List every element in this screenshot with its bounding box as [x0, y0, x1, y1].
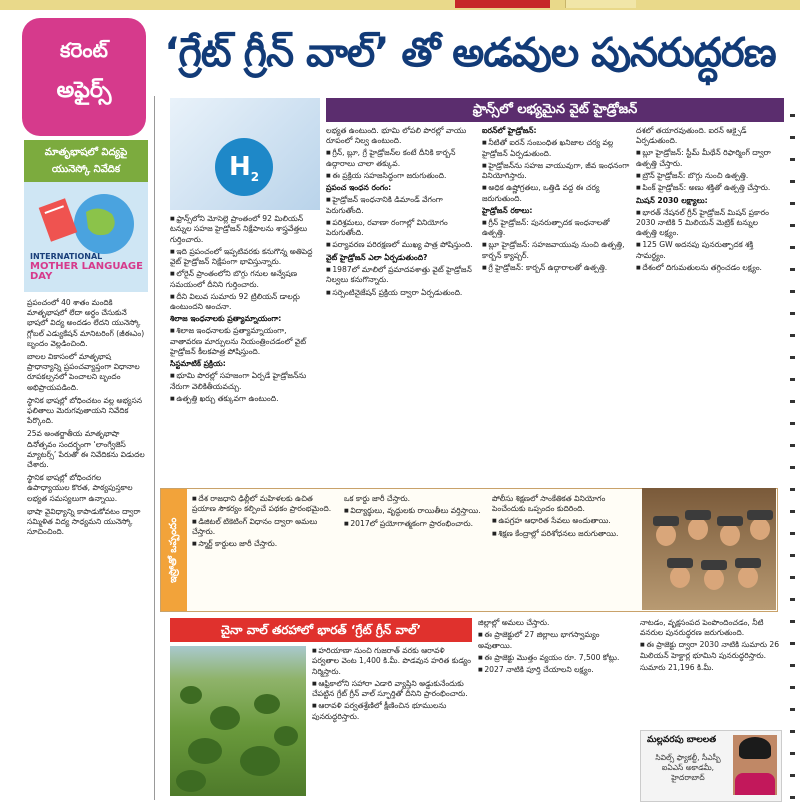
author-photo — [733, 735, 777, 795]
top-strip — [0, 0, 800, 10]
image-caption: INTERNATIONAL MOTHER LANGUAGE DAY — [30, 252, 143, 282]
hydrogen-column-2: లభ్యత ఉంటుంది. భూమి లోపలి పొరల్లో వాయు రూపంలో నిల్వ ఉంటుంది. ■ గ్రీన్, బ్లూ, గ్రే హైడ్రోజన్‌ల కంటే దీనికి కార్బన్ ఉద్గారాలు చాలా తక్కువ. ■ ఈ ప్రక్రియ సహజసిద్ధంగా జరుగుతుంది. ప్రపంచ ఇంధన రంగం: ■ హైడ్రోజన్ ఇంధనానికి డిమాండ్ వేగంగా పెరుగుతోంది. ■ పరిశ్రమలు, రవాణా రంగాల్లో వినియోగం పెరుగుతోంది. ■ పర్యావరణ పరిరక్షణలో ముఖ్య పాత్ర పోషిస్తుంది. వైట్ హైడ్రోజన్ ఎలా ఏర్పడుతుంది? ■ 1987లో మాలిలో ప్రమాదవశాత్తు వైట్ హైడ్రోజన్ నిల్వలు కనుగొన్నారు. ■ సర్పెంటినైజేషన్ ప్రక్రియ ద్వారా ఏర్పడుతుంది. — [326, 126, 476, 484]
badge-line-1: కరెంట్ — [60, 38, 108, 62]
isro-column-3: పోలీసు శిక్షణలో సాంకేతికత వినియోగం పెంచేందుకు ఒప్పందం కుదిరింది. ■ ఉపగ్రహ ఆధారిత సేవలు అందుతాయి. ■ శిక్షణ కేంద్రాల్లో పరిశోధనలు జరుగుతాయి. — [492, 494, 638, 606]
paragraph: బాలల వికాసంలో మాతృభాష ప్రాధాన్యాన్ని ప్రపంచవ్యాప్తంగా విధానాల రూపకల్పనలో పెంచాలని బృందం అభిప్రాయపడింది. — [27, 352, 140, 392]
author-role: సివిల్స్ ఫ్యాకల్టీ, సీఎస్బీ ఐఏఎస్ అకాడమీ, హైదరాబాద్ — [655, 753, 721, 782]
badge-line-2: అఫైర్స్ — [56, 78, 112, 103]
column-divider — [154, 96, 155, 800]
isro-vertical-label: ఇస్రోతో ఒప్పందం — [161, 489, 187, 611]
mother-language-day-image — [24, 182, 148, 292]
hydrogen-column-1: ■ ఫ్రాన్స్‌లోని మోసెల్లె ప్రాంతంలో 92 మిలియన్ టన్నుల సహజ హైడ్రోజన్ నిక్షేపాలను శాస్త్రవేత్తలు గుర్తించారు. ■ ఇది ప్రపంచంలో ఇప్పటివరకు కనుగొన్న అతిపెద్ద వైట్ హైడ్రోజన్ నిక్షేపంగా భావిస్తున్నారు. ■ లోరైన్ ప్రాంతంలోని బొగ్గు గనుల అన్వేషణ సమయంలో దీనిని గుర్తించారు. ■ దీని విలువ సుమారు 92 ట్రిలియన్ డాలర్లు ఉంటుందని అంచనా. శిలాజ ఇంధనాలకు ప్రత్యామ్నాయంగా: ■ శిలాజ ఇంధనాలకు ప్రత్యామ్నాయంగా, వాతావరణ మార్పులను నియంత్రించడంలో వైట్ హైడ్రోజన్ కీలకపాత్ర పోషిస్తుంది. సిస్టమాటిక్ ప్రక్రియ: ■ భూమి పొరల్లో సహజంగా ఏర్పడే హైడ్రోజన్‌ను నేరుగా వెలికితీయవచ్చు. ■ ఉత్పత్తి ఖర్చు తక్కువగా ఉంటుంది. — [170, 214, 320, 484]
paragraph: స్థానిక భాషల్లో బోధించటం వల్ల అభ్యసన ఫలితాలు మెరుగవుతాయని నివేదిక పేర్కొంది. — [27, 395, 143, 426]
right-rail-bullets — [784, 95, 800, 811]
hydrogen-image — [170, 98, 320, 210]
left-article-heading: మాతృభాషలో విద్యపై యునెస్కో నివేదిక — [24, 140, 148, 182]
top-pale-tab — [565, 0, 636, 8]
paragraph: ప్రపంచంలో 40 శాతం మందికి మాతృభాషలో లేదా అర్థం చేసుకునే భాషలో విద్య అందడం లేదని యునెస్కో గ్లోబల్ ఎడ్యుకేషన్ మానిటరింగ్ (జీఈఎం) బృందం వెల్లడించింది. — [27, 298, 145, 348]
section-badge — [22, 18, 146, 136]
paragraph: భాషా వైవిధ్యాన్ని కాపాడుకోవటం ద్వారా సమ్మిళిత విద్య సాధ్యమని యునెస్కో సూచించింది. — [27, 506, 141, 537]
paragraph: 25వ అంతర్జాతీయ మాతృభాషా దినోత్సవం సందర్భంగా ‘లాంగ్వేజెస్ మ్యాటర్స్’ పేరుతో ఈ నివేదికను విడుదల చేశారు. — [27, 429, 145, 470]
author-name: మల్లవరపు బాలలత — [647, 735, 717, 745]
top-red-tab — [455, 0, 550, 8]
police-cadets-photo — [642, 488, 776, 610]
page-headline: ‘గ్రేట్ గ్రీన్ వాల్’ తో అడవుల పునరుద్ధరణ — [164, 30, 776, 76]
author-box — [640, 730, 782, 802]
hydrogen-article-heading: ఫ్రాన్స్‌లో లభ్యమైన వైట్ హైడ్రోజన్ — [326, 98, 784, 122]
paragraph: స్థానిక భాషల్లో బోధించగల ఉపాధ్యాయుల కొరత, పాఠ్యపుస్తకాల లభ్యత సమస్యలుగా ఉన్నాయి. — [27, 473, 133, 503]
forest-aerial-image — [170, 646, 306, 796]
hydrogen-column-4: దశలో తయారవుతుంది. ఐరన్ ఆక్సైడ్ ఏర్పడుతుంది. ■ బ్లూ హైడ్రోజన్: స్టీమ్ మీథేన్ రిఫార్మింగ్ ద్వారా ఉత్పత్తి చేస్తారు. ■ బ్రౌన్ హైడ్రోజన్: బొగ్గు నుంచి ఉత్పత్తి. ■ పింక్ హైడ్రోజన్: అణు శక్తితో ఉత్పత్తి చేస్తారు. మిషన్ 2030 లక్ష్యాలు: ■ భారత్ నేషనల్ గ్రీన్ హైడ్రోజన్ మిషన్ ప్రకారం 2030 నాటికి 5 మిలియన్ మెట్రిక్ టన్నుల ఉత్పత్తి లక్ష్యం. ■ 125 GW అదనపు పునరుత్పాదక శక్తి సామర్థ్యం. ■ దేశంలో దిగుమతులను తగ్గించడం లక్ష్యం. — [636, 126, 780, 484]
isro-column-2: ఒక కార్డు జారీ చేస్తారు. ■ విద్యార్థులు, వృద్ధులకు రాయితీలు వర్తిస్తాయి. ■ 2017లో ప్రయోగాత్మకంగా ప్రారంభించారు. — [344, 494, 486, 606]
isro-column-1: ■ దేశ రాజధాని ఢిల్లీలో మహిళలకు ఉచిత ప్రయాణ సౌకర్యం కల్పించే పథకం ప్రారంభమైంది. ■ డిజిటల్ టికెటింగ్ విధానం ద్వారా అమలు చేస్తారు. ■ స్మార్ట్ కార్డులు జారీ చేస్తారు. — [192, 494, 338, 606]
hydrogen-column-3: ఐరన్‌లో హైడ్రోజన్: ■ నీటితో ఐరన్ సంబంధిత ఖనిజాల చర్య వల్ల హైడ్రోజన్ ఏర్పడుతుంది. ■ హైడ్రోజన్‌ను సహజ వాయువుగా, జీవ ఇంధనంగా వినియోగిస్తారు. ■ అధిక ఉష్ణోగ్రతలు, ఒత్తిడి వద్ద ఈ చర్య జరుగుతుంది. హైడ్రోజన్ రకాలు: ■ గ్రీన్ హైడ్రోజన్: పునరుత్పాదక ఇంధనాలతో ఉత్పత్తి. ■ బ్లూ హైడ్రోజన్: సహజవాయువు నుంచి ఉత్పత్తి, కార్బన్ క్యాప్చర్. ■ గ్రే హైడ్రోజన్: కార్బన్ ఉద్గారాలతో ఉత్పత్తి. — [482, 126, 630, 484]
h2-icon: $H_2$ — [215, 138, 273, 196]
great-green-wall-heading: చైనా వాల్ తరహాలో భారత్ ‘గ్రేట్ గ్రీన్ వాల్’ — [170, 618, 472, 642]
ggw-column-1: ■ హరియాణా నుంచి గుజరాత్ వరకు ఆరావళి పర్వతాల వెంట 1,400 కి.మీ. పొడవున హరిత కుడ్యం నిర్మిస్తారు. ■ ఆఫ్రికాలోని సహారా ఎడారి వ్యాప్తిని అడ్డుకునేందుకు చేపట్టిన గ్రేట్ గ్రీన్ వాల్ స్ఫూర్తితో దీనిని ప్రారంభించారు. ■ ఆరావళి పర్వతశ్రేణిలో క్షీణించిన భూములను పునరుద్ధరిస్తారు. — [312, 646, 472, 798]
left-article-body — [24, 292, 148, 537]
left-column-article — [24, 140, 148, 800]
ggw-column-3: నాటడం, వృక్షసంపద పెంపొందించడం, నీటి వనరుల పునరుద్ధరణ జరుగుతుంది. ■ ఈ ప్రాజెక్టు ద్వారా 2030 నాటికి సుమారు 26 మిలియన్ హెక్టార్ల భూమిని పునరుద్ధరిస్తారు. సుమారు 21,196 కి.మీ. — [640, 618, 780, 726]
ggw-column-2: జిల్లాల్లో అమలు చేస్తారు. ■ ఈ ప్రాజెక్టులో 27 జిల్లాలు భాగస్వామ్యం అవుతాయి. ■ ఈ ప్రాజెక్టు మొత్తం వ్యయం రూ. 7,500 కోట్లు. ■ 2027 నాటికి పూర్తి చేయాలని లక్ష్యం. — [478, 618, 634, 798]
